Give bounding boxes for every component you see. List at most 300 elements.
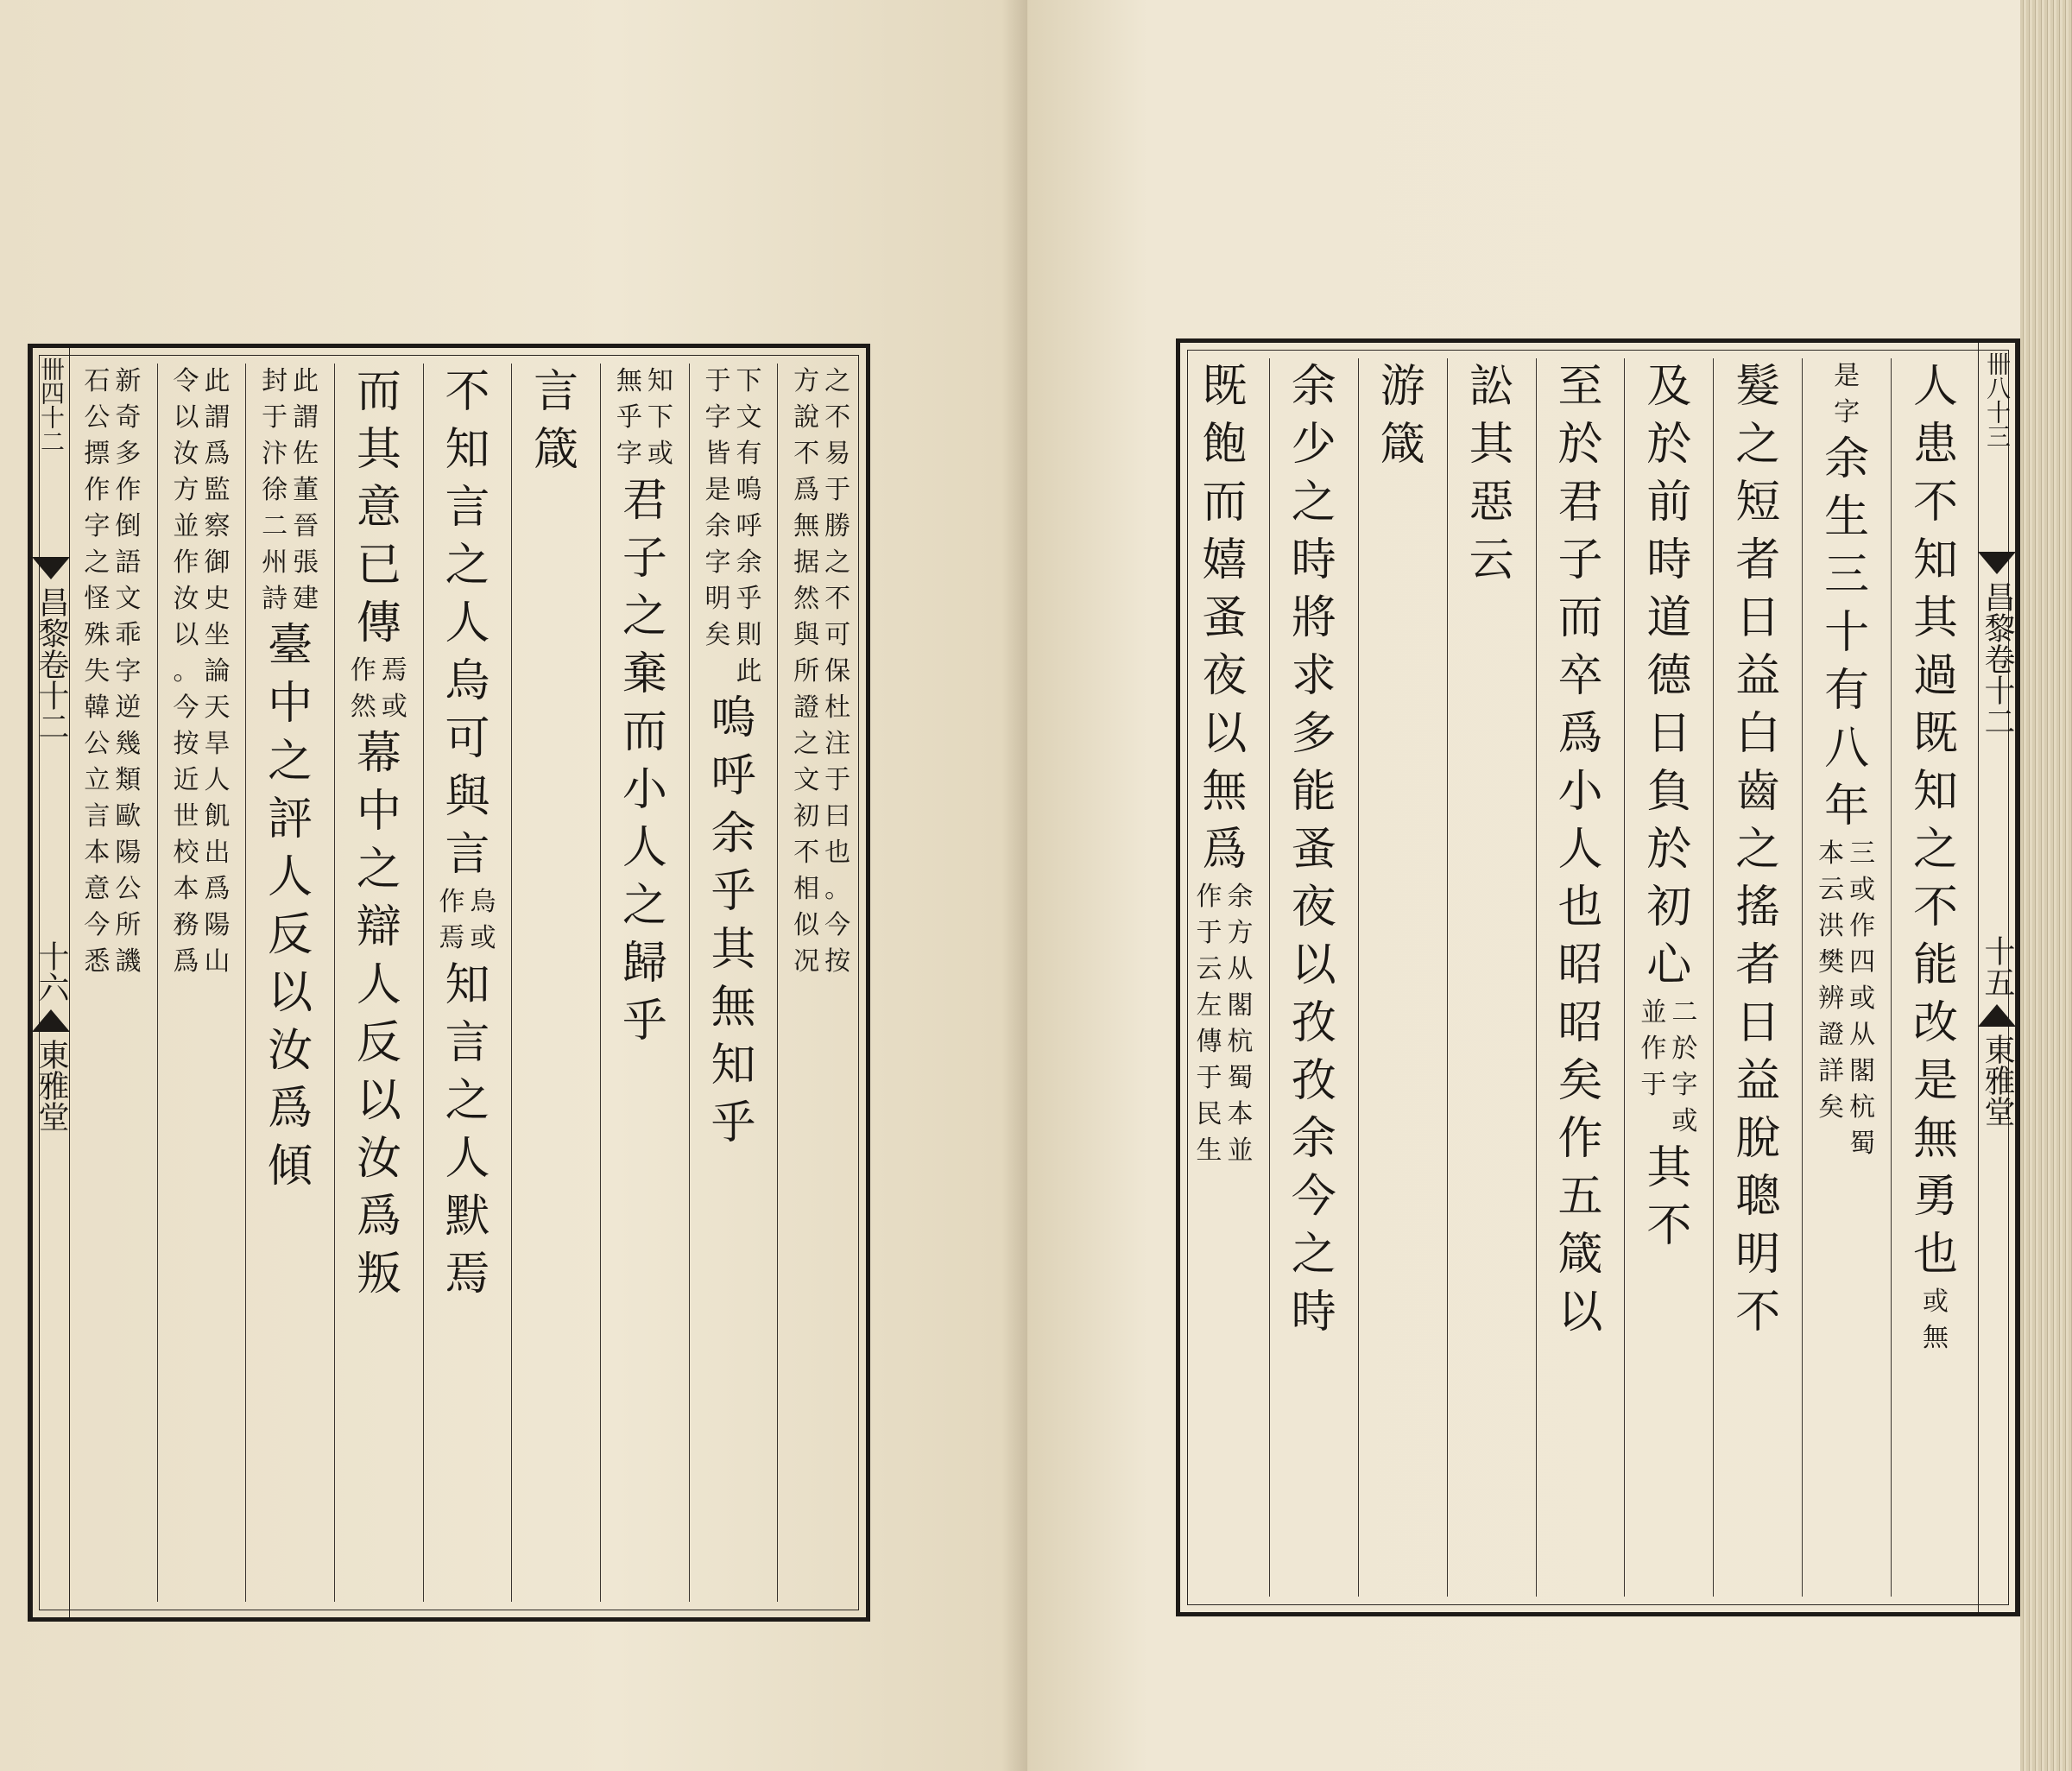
annotation-char: 察 xyxy=(204,511,231,541)
annotation-char: 字 xyxy=(115,656,142,686)
main-char: 君 xyxy=(622,475,667,527)
right-band-title: 昌黎卷十二 xyxy=(1980,581,2015,737)
annotation-char: 易 xyxy=(824,439,851,469)
main-char: 小 xyxy=(622,764,667,816)
main-char: 汝 xyxy=(268,1025,313,1077)
main-char: 余 xyxy=(1291,1113,1336,1165)
annotation-char: 。 xyxy=(824,874,851,904)
main-char: 知 xyxy=(1913,534,1959,586)
annotation-char: 于 xyxy=(262,402,288,433)
main-char: 臺 xyxy=(268,620,313,672)
fish-tail-icon xyxy=(32,1009,70,1032)
annotation-char: 詳 xyxy=(1818,1056,1845,1086)
main-char: 子 xyxy=(622,533,667,585)
annotation-char: 于 xyxy=(824,475,851,505)
main-char: 改 xyxy=(1913,997,1959,1049)
annotation-char: 語 xyxy=(115,547,142,578)
main-char: 夜 xyxy=(1202,650,1248,702)
annotation-char: 焉 xyxy=(439,923,465,953)
main-char: 乎 xyxy=(622,996,667,1047)
main-char: 日 xyxy=(1735,997,1781,1049)
annotation-char: 爲 xyxy=(173,946,199,977)
annotation-char: 天 xyxy=(204,693,231,723)
left-text-column xyxy=(423,364,512,1602)
main-char: 矣 xyxy=(1557,1055,1603,1107)
main-char: 爲 xyxy=(1557,708,1603,760)
annotation-char: 徐 xyxy=(262,475,288,505)
right-columns xyxy=(1180,358,1980,1597)
annotation-char: 保 xyxy=(824,656,851,686)
annotation-char: 明 xyxy=(704,584,731,614)
annotation-char: 下 xyxy=(647,402,673,433)
main-char: 是 xyxy=(1913,1055,1959,1107)
main-char: 爲 xyxy=(1202,824,1248,876)
annotation-char: 余 xyxy=(1227,882,1254,912)
annotation-char: 石 xyxy=(84,366,111,396)
main-char: 能 xyxy=(1913,939,1959,991)
annotation-char: 晉 xyxy=(293,511,319,541)
main-char: 勇 xyxy=(1913,1171,1959,1223)
main-char: 負 xyxy=(1646,766,1692,818)
main-char: 默 xyxy=(445,1191,490,1243)
main-char: 乎 xyxy=(711,1097,756,1149)
annotation-char: 下 xyxy=(736,366,762,396)
main-char: 言 xyxy=(445,482,490,534)
fish-tail-icon xyxy=(1978,552,2016,574)
annotation-char: 乖 xyxy=(115,620,142,650)
main-char: 其 xyxy=(711,924,756,976)
annotation-char: 洪 xyxy=(1818,911,1845,941)
annotation-char: 然 xyxy=(793,584,820,614)
left-text-column xyxy=(334,364,423,1602)
main-char: 以 xyxy=(356,1075,401,1127)
main-char: 評 xyxy=(268,794,313,845)
annotation-char: 文 xyxy=(793,765,820,795)
annotation-char: 閣 xyxy=(1849,1056,1876,1086)
annotation-block xyxy=(702,364,764,690)
annotation-char: 所 xyxy=(793,656,820,686)
main-char: 有 xyxy=(1824,665,1870,717)
annotation-char: 皆 xyxy=(704,439,731,469)
main-char: 患 xyxy=(1913,419,1959,471)
annotation-char: 于 xyxy=(1196,918,1222,948)
main-char: 人 xyxy=(356,959,401,1011)
main-char: 歸 xyxy=(622,938,667,990)
left-page-band xyxy=(32,348,70,1617)
main-char: 無 xyxy=(1202,766,1248,818)
main-char: 不 xyxy=(1913,882,1959,933)
main-char: 之 xyxy=(356,844,401,895)
annotation-char: 作 xyxy=(350,655,376,686)
annotation-char: 新 xyxy=(115,366,142,396)
main-char: 白 xyxy=(1735,708,1781,760)
annotation-char: 乎 xyxy=(736,584,762,614)
annotation-char: 證 xyxy=(793,693,820,723)
right-band-publisher: 東雅堂 xyxy=(1980,1034,2015,1127)
main-char: 初 xyxy=(1646,882,1692,933)
right-text-column xyxy=(1358,358,1447,1597)
annotation-char: 摽 xyxy=(84,439,111,469)
left-band-title: 昌黎卷十二 xyxy=(34,586,69,742)
main-char: 不 xyxy=(445,366,490,418)
main-char: 之 xyxy=(445,1075,490,1127)
main-char: 其 xyxy=(356,424,401,476)
annotation-char: 汴 xyxy=(262,439,288,469)
main-char: 聰 xyxy=(1735,1171,1781,1223)
annotation-char: 字 xyxy=(1834,397,1860,427)
left-text-frame xyxy=(28,344,870,1622)
annotation-char: 余 xyxy=(736,547,762,578)
main-char: 反 xyxy=(356,1017,401,1069)
left-columns xyxy=(68,364,866,1602)
main-char: 人 xyxy=(445,598,490,649)
annotation-char: 矣 xyxy=(704,620,731,650)
annotation-char: 公 xyxy=(115,874,142,904)
main-char: 其 xyxy=(1469,419,1514,471)
main-char: 以 xyxy=(1557,1287,1603,1338)
annotation-char: 相 xyxy=(793,874,820,904)
annotation-char: 杜 xyxy=(824,693,851,723)
main-char: 道 xyxy=(1646,592,1692,644)
main-char: 過 xyxy=(1913,650,1959,702)
main-char: 五 xyxy=(1557,1171,1603,1223)
annotation-char: 二 xyxy=(1671,997,1698,1028)
annotation-char: 說 xyxy=(793,402,820,433)
main-char: 之 xyxy=(1913,824,1959,876)
main-char: 箴 xyxy=(1557,1229,1603,1281)
main-char: 於 xyxy=(1646,419,1692,471)
annotation-char: 是 xyxy=(704,475,731,505)
annotation-char: 論 xyxy=(204,656,231,686)
annotation-char: 殊 xyxy=(84,620,111,650)
page-edges xyxy=(2020,0,2072,1771)
annotation-char: 董 xyxy=(293,475,319,505)
annotation-char: 于 xyxy=(824,765,851,795)
main-char: 時 xyxy=(1291,534,1336,586)
main-char: 反 xyxy=(268,909,313,961)
annotation-char: 本 xyxy=(173,874,199,904)
annotation-char: 之 xyxy=(824,366,851,396)
main-char: 幕 xyxy=(356,728,401,780)
main-char: 以 xyxy=(1291,939,1336,991)
main-char: 訟 xyxy=(1469,361,1514,413)
main-char: 之 xyxy=(622,880,667,932)
main-char: 箴 xyxy=(534,424,579,476)
main-char: 之 xyxy=(268,736,313,787)
annotation-char: 謂 xyxy=(204,402,231,433)
annotation-char: 本 xyxy=(84,838,111,868)
main-char: 不 xyxy=(1646,1200,1692,1252)
annotation-char: 則 xyxy=(736,620,762,650)
annotation-char: 汝 xyxy=(173,439,199,469)
annotation-char: 从 xyxy=(1849,1020,1876,1050)
annotation-block xyxy=(259,364,321,617)
annotation-char: 以 xyxy=(173,402,199,433)
main-char: 知 xyxy=(445,424,490,476)
annotation-char: 倒 xyxy=(115,511,142,541)
annotation-char: 三 xyxy=(1849,838,1876,869)
annotation-char: 以 xyxy=(173,620,199,650)
main-char: 叛 xyxy=(356,1249,401,1300)
main-char: 三 xyxy=(1824,549,1870,601)
annotation-char: 譏 xyxy=(115,946,142,977)
main-char: 夜 xyxy=(1291,882,1336,933)
main-char: 昭 xyxy=(1557,997,1603,1049)
annotation-char: 按 xyxy=(824,946,851,977)
main-char: 惡 xyxy=(1469,477,1514,528)
annotation-block xyxy=(1920,1284,1951,1357)
annotation-char: 曰 xyxy=(824,801,851,832)
annotation-char: 是 xyxy=(1834,361,1860,391)
annotation-char: 或 xyxy=(1923,1287,1949,1317)
main-char: 作 xyxy=(1557,1113,1603,1165)
annotation-char: 之 xyxy=(84,547,111,578)
annotation-char: 證 xyxy=(1818,1020,1845,1050)
main-char: 日 xyxy=(1735,592,1781,644)
main-char: 以 xyxy=(268,967,313,1019)
main-char: 年 xyxy=(1824,781,1870,832)
main-char: 其 xyxy=(1913,592,1959,644)
main-char: 而 xyxy=(1202,477,1248,528)
main-char: 人 xyxy=(268,851,313,903)
annotation-char: 或 xyxy=(1671,1106,1698,1136)
annotation-char: 作 xyxy=(439,887,465,917)
annotation-char: 于 xyxy=(1196,1063,1222,1093)
annotation-char: 謂 xyxy=(293,402,319,433)
main-char: 棄 xyxy=(622,648,667,700)
main-char: 時 xyxy=(1291,1287,1336,1338)
main-char: 以 xyxy=(1202,708,1248,760)
main-char: 中 xyxy=(268,678,313,730)
annotation-char: 飢 xyxy=(204,801,231,832)
annotation-char: 于 xyxy=(1640,1070,1667,1100)
main-char: 余 xyxy=(1824,433,1870,485)
main-char: 及 xyxy=(1646,361,1692,413)
annotation-char: 生 xyxy=(1196,1135,1222,1166)
main-char: 髮 xyxy=(1735,361,1781,413)
main-char: 也 xyxy=(1913,1229,1959,1281)
annotation-char: 汝 xyxy=(173,584,199,614)
main-char: 傳 xyxy=(356,598,401,649)
annotation-char: 本 xyxy=(1227,1099,1254,1129)
main-char: 益 xyxy=(1735,650,1781,702)
main-char: 爲 xyxy=(356,1191,401,1243)
main-char: 益 xyxy=(1735,1055,1781,1107)
main-char: 齒 xyxy=(1735,766,1781,818)
annotation-char: 務 xyxy=(173,910,199,940)
right-text-frame xyxy=(1176,338,2020,1616)
main-char: 之 xyxy=(1291,477,1336,528)
annotation-char: 文 xyxy=(115,584,142,614)
annotation-char: 公 xyxy=(84,729,111,759)
left-band-page: 十六 xyxy=(34,940,69,1003)
annotation-char: 文 xyxy=(736,402,762,433)
annotation-block xyxy=(1816,836,1878,1162)
main-char: 爲 xyxy=(268,1083,313,1135)
annotation-char: 。 xyxy=(173,656,199,686)
annotation-char: 不 xyxy=(824,584,851,614)
annotation-char: 幾 xyxy=(115,729,142,759)
annotation-char: 呼 xyxy=(736,511,762,541)
annotation-char: 蜀 xyxy=(1849,1129,1876,1159)
main-char: 之 xyxy=(445,540,490,591)
annotation-char: 無 xyxy=(793,511,820,541)
annotation-char: 或 xyxy=(1849,875,1876,905)
main-char: 蚤 xyxy=(1291,824,1336,876)
annotation-char: 矣 xyxy=(1818,1092,1845,1123)
annotation-char: 或 xyxy=(647,439,673,469)
main-char: 無 xyxy=(711,982,756,1034)
annotation-char: 御 xyxy=(204,547,231,578)
annotation-char: 今 xyxy=(173,693,199,723)
left-band-publisher: 東雅堂 xyxy=(34,1039,69,1132)
main-char: 汝 xyxy=(356,1133,401,1185)
annotation-char: 于 xyxy=(704,366,731,396)
main-char: 十 xyxy=(1824,607,1870,659)
main-char: 也 xyxy=(1557,882,1603,933)
annotation-char: 方 xyxy=(173,475,199,505)
main-char: 搖 xyxy=(1735,882,1781,933)
right-text-column xyxy=(1624,358,1713,1597)
annotation-char: 詩 xyxy=(262,584,288,614)
main-char: 至 xyxy=(1557,361,1603,413)
annotation-char: 言 xyxy=(84,801,111,832)
annotation-char: 並 xyxy=(1227,1135,1254,1166)
annotation-char: 出 xyxy=(204,838,231,868)
annotation-block xyxy=(436,884,498,957)
annotation-char: 字 xyxy=(616,439,642,469)
main-char: 短 xyxy=(1735,477,1781,528)
annotation-char: 蜀 xyxy=(1227,1063,1254,1093)
annotation-char: 云 xyxy=(1196,954,1222,984)
right-text-column xyxy=(1891,358,1980,1597)
annotation-char: 悉 xyxy=(84,946,111,977)
annotation-char: 余 xyxy=(704,511,731,541)
main-char: 嬉 xyxy=(1202,534,1248,586)
annotation-char: 似 xyxy=(793,910,820,940)
main-char: 意 xyxy=(356,482,401,534)
annotation-char: 作 xyxy=(173,547,199,578)
main-char: 日 xyxy=(1646,708,1692,760)
annotation-char: 歐 xyxy=(115,801,142,832)
left-text-column xyxy=(245,364,334,1602)
left-text-column xyxy=(777,364,866,1602)
annotation-char: 近 xyxy=(173,765,199,795)
annotation-char: 作 xyxy=(1196,882,1222,912)
main-char: 之 xyxy=(622,591,667,642)
annotation-char: 樊 xyxy=(1818,947,1845,977)
main-char: 乎 xyxy=(711,866,756,918)
main-char: 箴 xyxy=(1380,419,1425,471)
main-char: 烏 xyxy=(445,655,490,707)
main-char: 呼 xyxy=(711,750,756,802)
left-band-top: 卌四十二 xyxy=(37,357,66,453)
annotation-char: 之 xyxy=(824,547,851,578)
main-char: 傾 xyxy=(268,1141,313,1192)
right-text-column xyxy=(1536,358,1625,1597)
main-char: 君 xyxy=(1557,477,1603,528)
annotation-char: 山 xyxy=(204,946,231,977)
annotation-char: 有 xyxy=(736,439,762,469)
main-char: 無 xyxy=(1913,1113,1959,1165)
annotation-char: 或 xyxy=(381,692,407,722)
annotation-char: 也 xyxy=(824,838,851,868)
main-char: 與 xyxy=(445,771,490,823)
main-char: 人 xyxy=(1913,361,1959,413)
main-char: 言 xyxy=(445,1017,490,1069)
main-char: 不 xyxy=(1913,477,1959,528)
annotation-char: 爲 xyxy=(204,874,231,904)
annotation-char: 令 xyxy=(173,366,199,396)
annotation-char: 所 xyxy=(115,910,142,940)
main-char: 嗚 xyxy=(711,693,756,744)
annotation-char: 世 xyxy=(173,801,199,832)
main-char: 余 xyxy=(1291,361,1336,413)
main-char: 多 xyxy=(1291,708,1336,760)
main-char: 已 xyxy=(356,540,401,591)
annotation-char: 烏 xyxy=(470,887,496,917)
annotation-char: 注 xyxy=(824,729,851,759)
main-char: 而 xyxy=(1557,592,1603,644)
annotation-char: 辨 xyxy=(1818,984,1845,1014)
main-char: 云 xyxy=(1469,534,1514,586)
annotation-char: 佐 xyxy=(293,439,319,469)
annotation-char: 州 xyxy=(262,547,288,578)
annotation-char: 陽 xyxy=(204,910,231,940)
main-char: 者 xyxy=(1735,534,1781,586)
main-char: 少 xyxy=(1291,419,1336,471)
main-char: 時 xyxy=(1646,534,1692,586)
right-page-band xyxy=(1978,343,2016,1612)
fish-tail-icon xyxy=(32,557,70,579)
annotation-char: 况 xyxy=(793,946,820,977)
main-char: 心 xyxy=(1646,939,1692,991)
annotation-char: 字 xyxy=(704,402,731,433)
main-char: 前 xyxy=(1646,477,1692,528)
main-char: 於 xyxy=(1646,824,1692,876)
annotation-char: 作 xyxy=(1849,911,1876,941)
main-char: 余 xyxy=(711,808,756,860)
annotation-char: 然 xyxy=(350,692,376,722)
annotation-block xyxy=(81,364,143,980)
annotation-char: 陽 xyxy=(115,838,142,868)
right-text-column xyxy=(1447,358,1536,1597)
annotation-char: 爲 xyxy=(793,475,820,505)
annotation-char: 知 xyxy=(647,366,673,396)
main-char: 求 xyxy=(1291,650,1336,702)
annotation-char: 建 xyxy=(293,584,319,614)
annotation-char: 於 xyxy=(1671,1034,1698,1064)
annotation-char: 据 xyxy=(793,547,820,578)
annotation-char: 失 xyxy=(84,656,111,686)
annotation-char: 初 xyxy=(793,801,820,832)
main-char: 游 xyxy=(1380,361,1425,413)
main-char: 焉 xyxy=(445,1249,490,1300)
annotation-char: 字 xyxy=(1671,1070,1698,1100)
annotation-block xyxy=(1638,995,1700,1140)
main-char: 既 xyxy=(1913,708,1959,760)
left-text-column xyxy=(68,364,157,1602)
annotation-block xyxy=(1193,879,1255,1169)
main-char: 今 xyxy=(1291,1171,1336,1223)
right-text-column xyxy=(1269,358,1358,1597)
annotation-char: 怪 xyxy=(84,584,111,614)
annotation-char: 作 xyxy=(1640,1034,1667,1064)
annotation-char: 公 xyxy=(84,402,111,433)
annotation-char: 不 xyxy=(793,838,820,868)
annotation-char: 字 xyxy=(704,547,731,578)
main-char: 既 xyxy=(1202,361,1248,413)
